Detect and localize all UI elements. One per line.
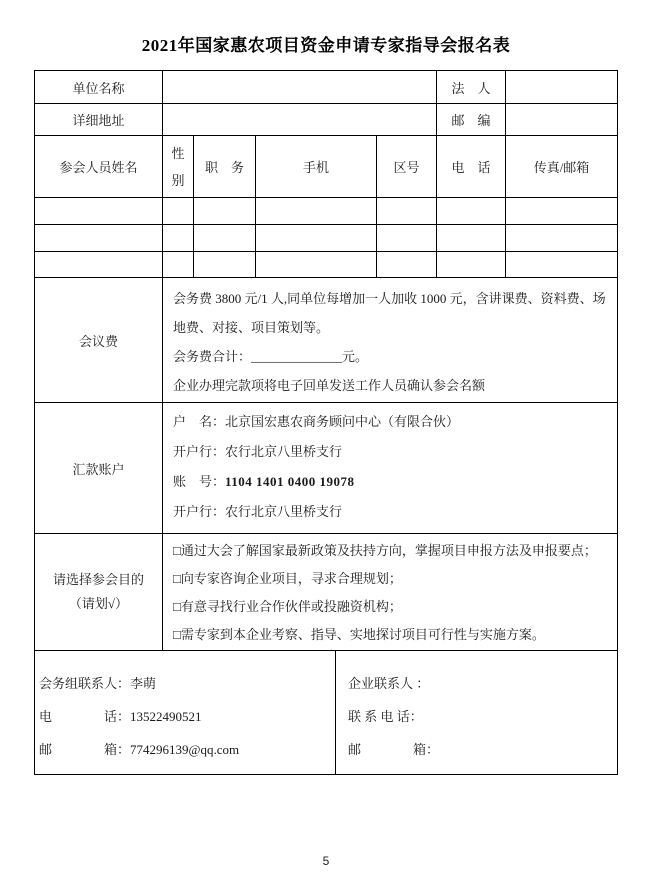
enterprise-phone-line: 联 系 电 话： [348, 709, 423, 724]
participant-sex-cell[interactable] [163, 252, 194, 277]
participant-mobile-cell[interactable] [256, 225, 377, 251]
fee-total-line: 会务费合计：______________元。 [173, 349, 369, 364]
remittance-bank-line-1: 开户行：农行北京八里桥支行 [173, 444, 343, 459]
fee-total-blank[interactable]: ______________ [251, 349, 343, 364]
unit-name-field[interactable] [163, 71, 437, 103]
organizer-phone-line: 电 话：13522490521 [39, 709, 202, 724]
organizer-contact-line: 会务组联系人：李萌 [39, 676, 157, 691]
participant-title-cell[interactable] [194, 252, 256, 277]
checkbox-icon[interactable]: □ [173, 543, 181, 558]
postcode-field[interactable] [506, 104, 617, 135]
participant-row [35, 225, 617, 252]
participant-area-code-cell[interactable] [377, 198, 437, 224]
purpose-label: 请选择参会目的（请划√） [35, 534, 163, 650]
participant-area-code-cell[interactable] [377, 252, 437, 277]
participants-header-row [35, 136, 617, 198]
registration-form-table [34, 70, 618, 775]
participant-title-header: 职 务 [194, 136, 256, 197]
purpose-option-text: 向专家咨询企业项目，寻求合理规划； [180, 571, 402, 586]
participant-mobile-cell[interactable] [256, 252, 377, 277]
postcode-label: 邮 编 [437, 104, 506, 135]
participant-title-cell[interactable] [194, 225, 256, 251]
form-title: 2021年国家惠农项目资金申请专家指导会报名表 [141, 36, 511, 55]
participant-phone-cell[interactable] [437, 225, 506, 251]
checkbox-icon[interactable]: □ [173, 571, 181, 586]
enterprise-contact-column [336, 651, 617, 774]
purpose-option [173, 565, 607, 593]
participant-name-header: 参会人员姓名 [35, 136, 163, 197]
participant-mobile-header: 手机 [256, 136, 377, 197]
participant-row [35, 198, 617, 225]
organizer-email-line: 邮 箱：774296139@qq.com [39, 742, 240, 757]
contacts-section [35, 651, 617, 774]
participant-mobile-cell[interactable] [256, 198, 377, 224]
remittance-bank-line-2: 开户行：农行北京八里桥支行 [173, 504, 343, 519]
address-label: 详细地址 [35, 104, 163, 135]
fee-content [163, 278, 617, 402]
participant-title-cell[interactable] [194, 198, 256, 224]
remittance-account-no-line: 账 号：1104 1401 0400 19078 [173, 474, 355, 489]
participant-sex-header: 性别 [163, 136, 194, 197]
page-number: 5 [322, 854, 330, 868]
participant-fax-email-cell[interactable] [506, 225, 617, 251]
participant-name-cell[interactable] [35, 198, 163, 224]
remittance-account-name-line: 户 名：北京国宏惠农商务顾问中心（有限合伙） [173, 414, 460, 429]
checkbox-icon[interactable]: □ [173, 599, 181, 614]
participant-row [35, 252, 617, 278]
participant-fax-email-cell[interactable] [506, 252, 617, 277]
remittance-bank-2: 农行北京八里桥支行 [225, 504, 343, 519]
remittance-label: 汇款账户 [35, 403, 163, 533]
fee-description: 会务费 3800 元/1 人,同单位每增加一人加收 1000 元，含讲课费、资料费、场地费、对接、项目策划等。 [173, 291, 606, 335]
purpose-content [163, 534, 617, 650]
participant-fax-email-header: 传真/邮箱 [533, 160, 590, 175]
participant-sex-cell[interactable] [163, 225, 194, 251]
remittance-account-number: 1104 1401 0400 19078 [225, 474, 355, 489]
remittance-content [163, 403, 617, 533]
remittance-bank-1: 农行北京八里桥支行 [225, 444, 343, 459]
unit-name-label: 单位名称 [35, 71, 163, 103]
fee-label: 会议费 [35, 278, 163, 402]
enterprise-contact-line: 企业联系人 ： [348, 676, 430, 691]
participant-sex-cell[interactable] [163, 198, 194, 224]
purpose-option-text: 需专家到本企业考察、指导、实地探讨项目可行性与实施方案。 [180, 627, 545, 642]
participant-name-cell[interactable] [35, 225, 163, 251]
participant-phone-header: 电 话 [437, 136, 506, 197]
purpose-option-text: 有意寻找行业合作伙伴或投融资机构； [180, 599, 402, 614]
legal-person-label: 法 人 [437, 71, 506, 103]
fee-section [35, 278, 617, 403]
purpose-option-text: 通过大会了解国家最新政策及扶持方向，掌握项目申报方法及申报要点； [180, 543, 597, 558]
organizer-phone: 13522490521 [130, 709, 202, 724]
participant-area-code-cell[interactable] [377, 225, 437, 251]
participant-area-code-header: 区号 [377, 136, 437, 197]
purpose-option [173, 593, 607, 621]
organizer-contact-column [35, 651, 336, 774]
address-field[interactable] [163, 104, 437, 135]
unit-name-row [35, 71, 617, 104]
organizer-email: 774296139@qq.com [130, 742, 240, 757]
legal-person-field[interactable] [506, 71, 617, 103]
purpose-option [173, 621, 607, 649]
remittance-section [35, 403, 617, 534]
participant-name-cell[interactable] [35, 252, 163, 277]
fee-payment-note: 企业办理完款项将电子回单发送工作人员确认参会名额 [173, 378, 486, 393]
participant-phone-cell[interactable] [437, 198, 506, 224]
organizer-contact-name: 李萌 [130, 676, 157, 691]
participant-phone-cell[interactable] [437, 252, 506, 277]
participant-fax-email-cell[interactable] [506, 198, 617, 224]
purpose-option [173, 537, 607, 565]
remittance-account-name: 北京国宏惠农商务顾问中心（有限合伙） [225, 414, 460, 429]
purpose-section [35, 534, 617, 651]
enterprise-email-line: 邮 箱： [348, 742, 440, 757]
address-row [35, 104, 617, 136]
checkbox-icon[interactable]: □ [173, 627, 181, 642]
